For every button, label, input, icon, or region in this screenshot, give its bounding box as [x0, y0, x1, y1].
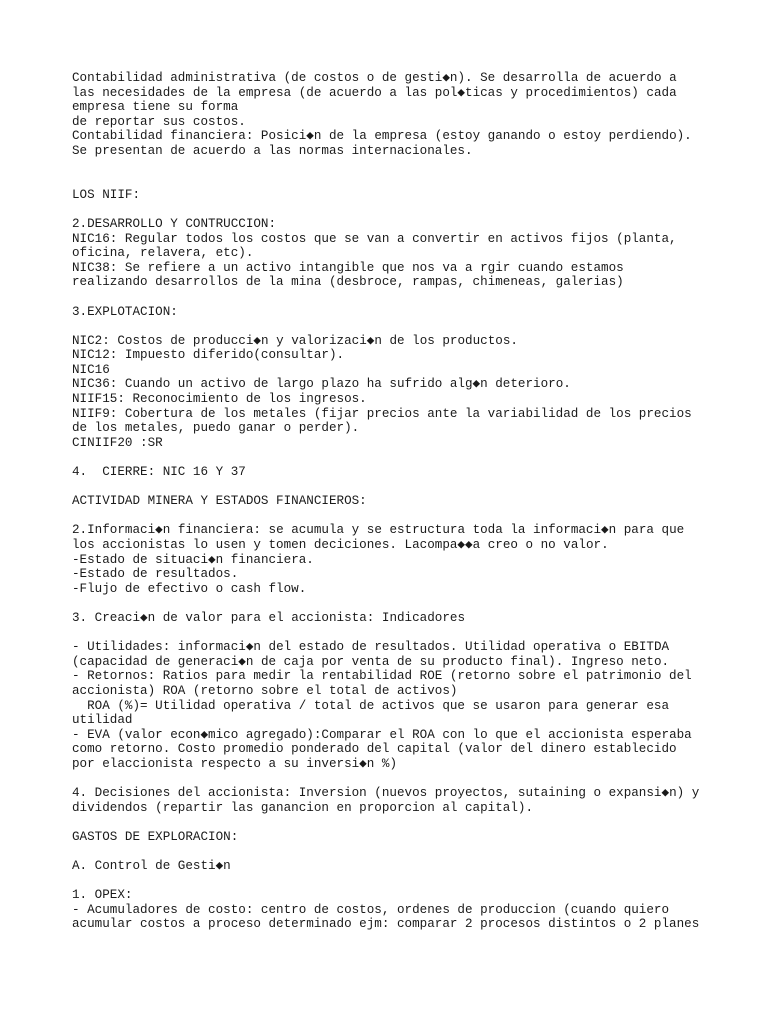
- text-line: 4. Decisiones del accionista: Inversion (nuevos proyectos, sutaining o expansi◆n) y: [72, 786, 700, 801]
- document-body: [72, 71, 752, 932]
- blank-line: [72, 173, 752, 188]
- blank-line: [72, 874, 752, 889]
- text-line: 2.Informaci◆n financiera: se acumula y se estructura toda la informaci◆n para que: [72, 523, 685, 538]
- text-line: Se presentan de acuerdo a las normas internacionales.: [72, 143, 473, 158]
- text-line: CINIIF20 :SR: [72, 435, 163, 450]
- blank-line: [72, 450, 752, 465]
- text-line: NIIF15: Reconocimiento de los ingresos.: [72, 392, 367, 407]
- blank-line: [72, 626, 752, 641]
- text-line: NIC16: [72, 362, 110, 377]
- text-line: 3. Creaci◆n de valor para el accionista: Indicadores: [72, 610, 466, 625]
- text-line: de reportar sus costos.: [72, 114, 246, 129]
- blank-line: [72, 772, 752, 787]
- blank-line: [72, 596, 752, 611]
- blank-line: [72, 159, 752, 174]
- text-line: -Estado de situaci◆n financiera.: [72, 552, 314, 567]
- text-line: ACTIVIDAD MINERA Y ESTADOS FINANCIEROS:: [72, 494, 367, 509]
- text-line: 1. OPEX:: [72, 888, 133, 903]
- blank-line: [72, 509, 752, 524]
- text-line: LOS NIIF:: [72, 187, 141, 202]
- text-line: Contabilidad financiera: Posici◆n de la empresa (estoy ganando o estoy perdiendo).: [72, 129, 692, 144]
- text-line: NIC36: Cuando un activo de largo plazo ha sufrido alg◆n deterioro.: [72, 377, 571, 392]
- text-line: 2.DESARROLLO Y CONTRUCCION:: [72, 216, 277, 231]
- text-line: utilidad: [72, 713, 133, 728]
- text-line: empresa tiene su forma: [72, 100, 239, 115]
- blank-line: [72, 202, 752, 217]
- text-line: ROA (%)= Utilidad operativa / total de activos que se usaron para generar esa: [72, 698, 670, 713]
- text-line: oficina, relavera, etc).: [72, 246, 254, 261]
- blank-line: [72, 815, 752, 830]
- blank-line: [72, 319, 752, 334]
- text-line: GASTOS DE EXPLORACION:: [72, 829, 239, 844]
- text-line: Contabilidad administrativa (de costos o de gesti◆n). Se desarrolla de acuerdo a: [72, 71, 677, 85]
- text-line: realizando desarrollos de la mina (desbroce, rampas, chimeneas, galerias): [72, 275, 624, 290]
- text-line: (capacidad de generaci◆n de caja por venta de su producto final). Ingreso neto.: [72, 654, 670, 669]
- text-line: accionista) ROA (retorno sobre el total de activos): [72, 683, 458, 698]
- text-line: 3.EXPLOTACION:: [72, 304, 178, 319]
- text-line: A. Control de Gesti◆n: [72, 859, 231, 874]
- blank-line: [72, 844, 752, 859]
- blank-line: [72, 290, 752, 305]
- text-line: NIC38: Se refiere a un activo intangible que nos va a rgir cuando estamos: [72, 260, 624, 275]
- text-line: acumular costos a proceso determinado ejm: comparar 2 procesos distintos o 2 planes: [72, 917, 700, 932]
- text-line: - EVA (valor econ◆mico agregado):Comparar el ROA con lo que el accionista esperaba: [72, 727, 692, 742]
- text-line: - Utilidades: informaci◆n del estado de resultados. Utilidad operativa o EBITDA: [72, 640, 670, 655]
- text-line: dividendos (repartir las ganancion en proporcion al capital).: [72, 800, 534, 815]
- text-line: NIC12: Impuesto diferido(consultar).: [72, 348, 345, 363]
- text-line: las necesidades de la empresa (de acuerdo a las pol◆ticas y procedimientos) cada: [72, 85, 677, 100]
- text-line: - Retornos: Ratios para medir la rentabilidad ROE (retorno sobre el patrimonio del: [72, 669, 692, 684]
- text-line: por elaccionista respecto a su inversi◆n %): [72, 756, 397, 771]
- text-line: los accionistas lo usen y tomen deciciones. Lacompa◆◆a creo o no valor.: [72, 538, 609, 552]
- text-line: -Flujo de efectivo o cash flow.: [72, 581, 307, 596]
- text-line: - Acumuladores de costo: centro de costos, ordenes de produccion (cuando quiero: [72, 902, 670, 917]
- blank-line: [72, 480, 752, 495]
- text-line: 4. CIERRE: NIC 16 Y 37: [72, 465, 246, 480]
- text-line: NIIF9: Cobertura de los metales (fijar precios ante la variabilidad de los precios: [72, 406, 692, 421]
- text-line: como retorno. Costo promedio ponderado del capital (valor del dinero establecido: [72, 742, 677, 757]
- text-line: de los metales, puedo ganar o perder).: [72, 421, 360, 436]
- text-line: NIC2: Costos de producci◆n y valorizaci◆n de los productos.: [72, 333, 518, 348]
- text-line: -Estado de resultados.: [72, 567, 239, 582]
- text-line: NIC16: Regular todos los costos que se van a convertir en activos fijos (planta,: [72, 231, 677, 246]
